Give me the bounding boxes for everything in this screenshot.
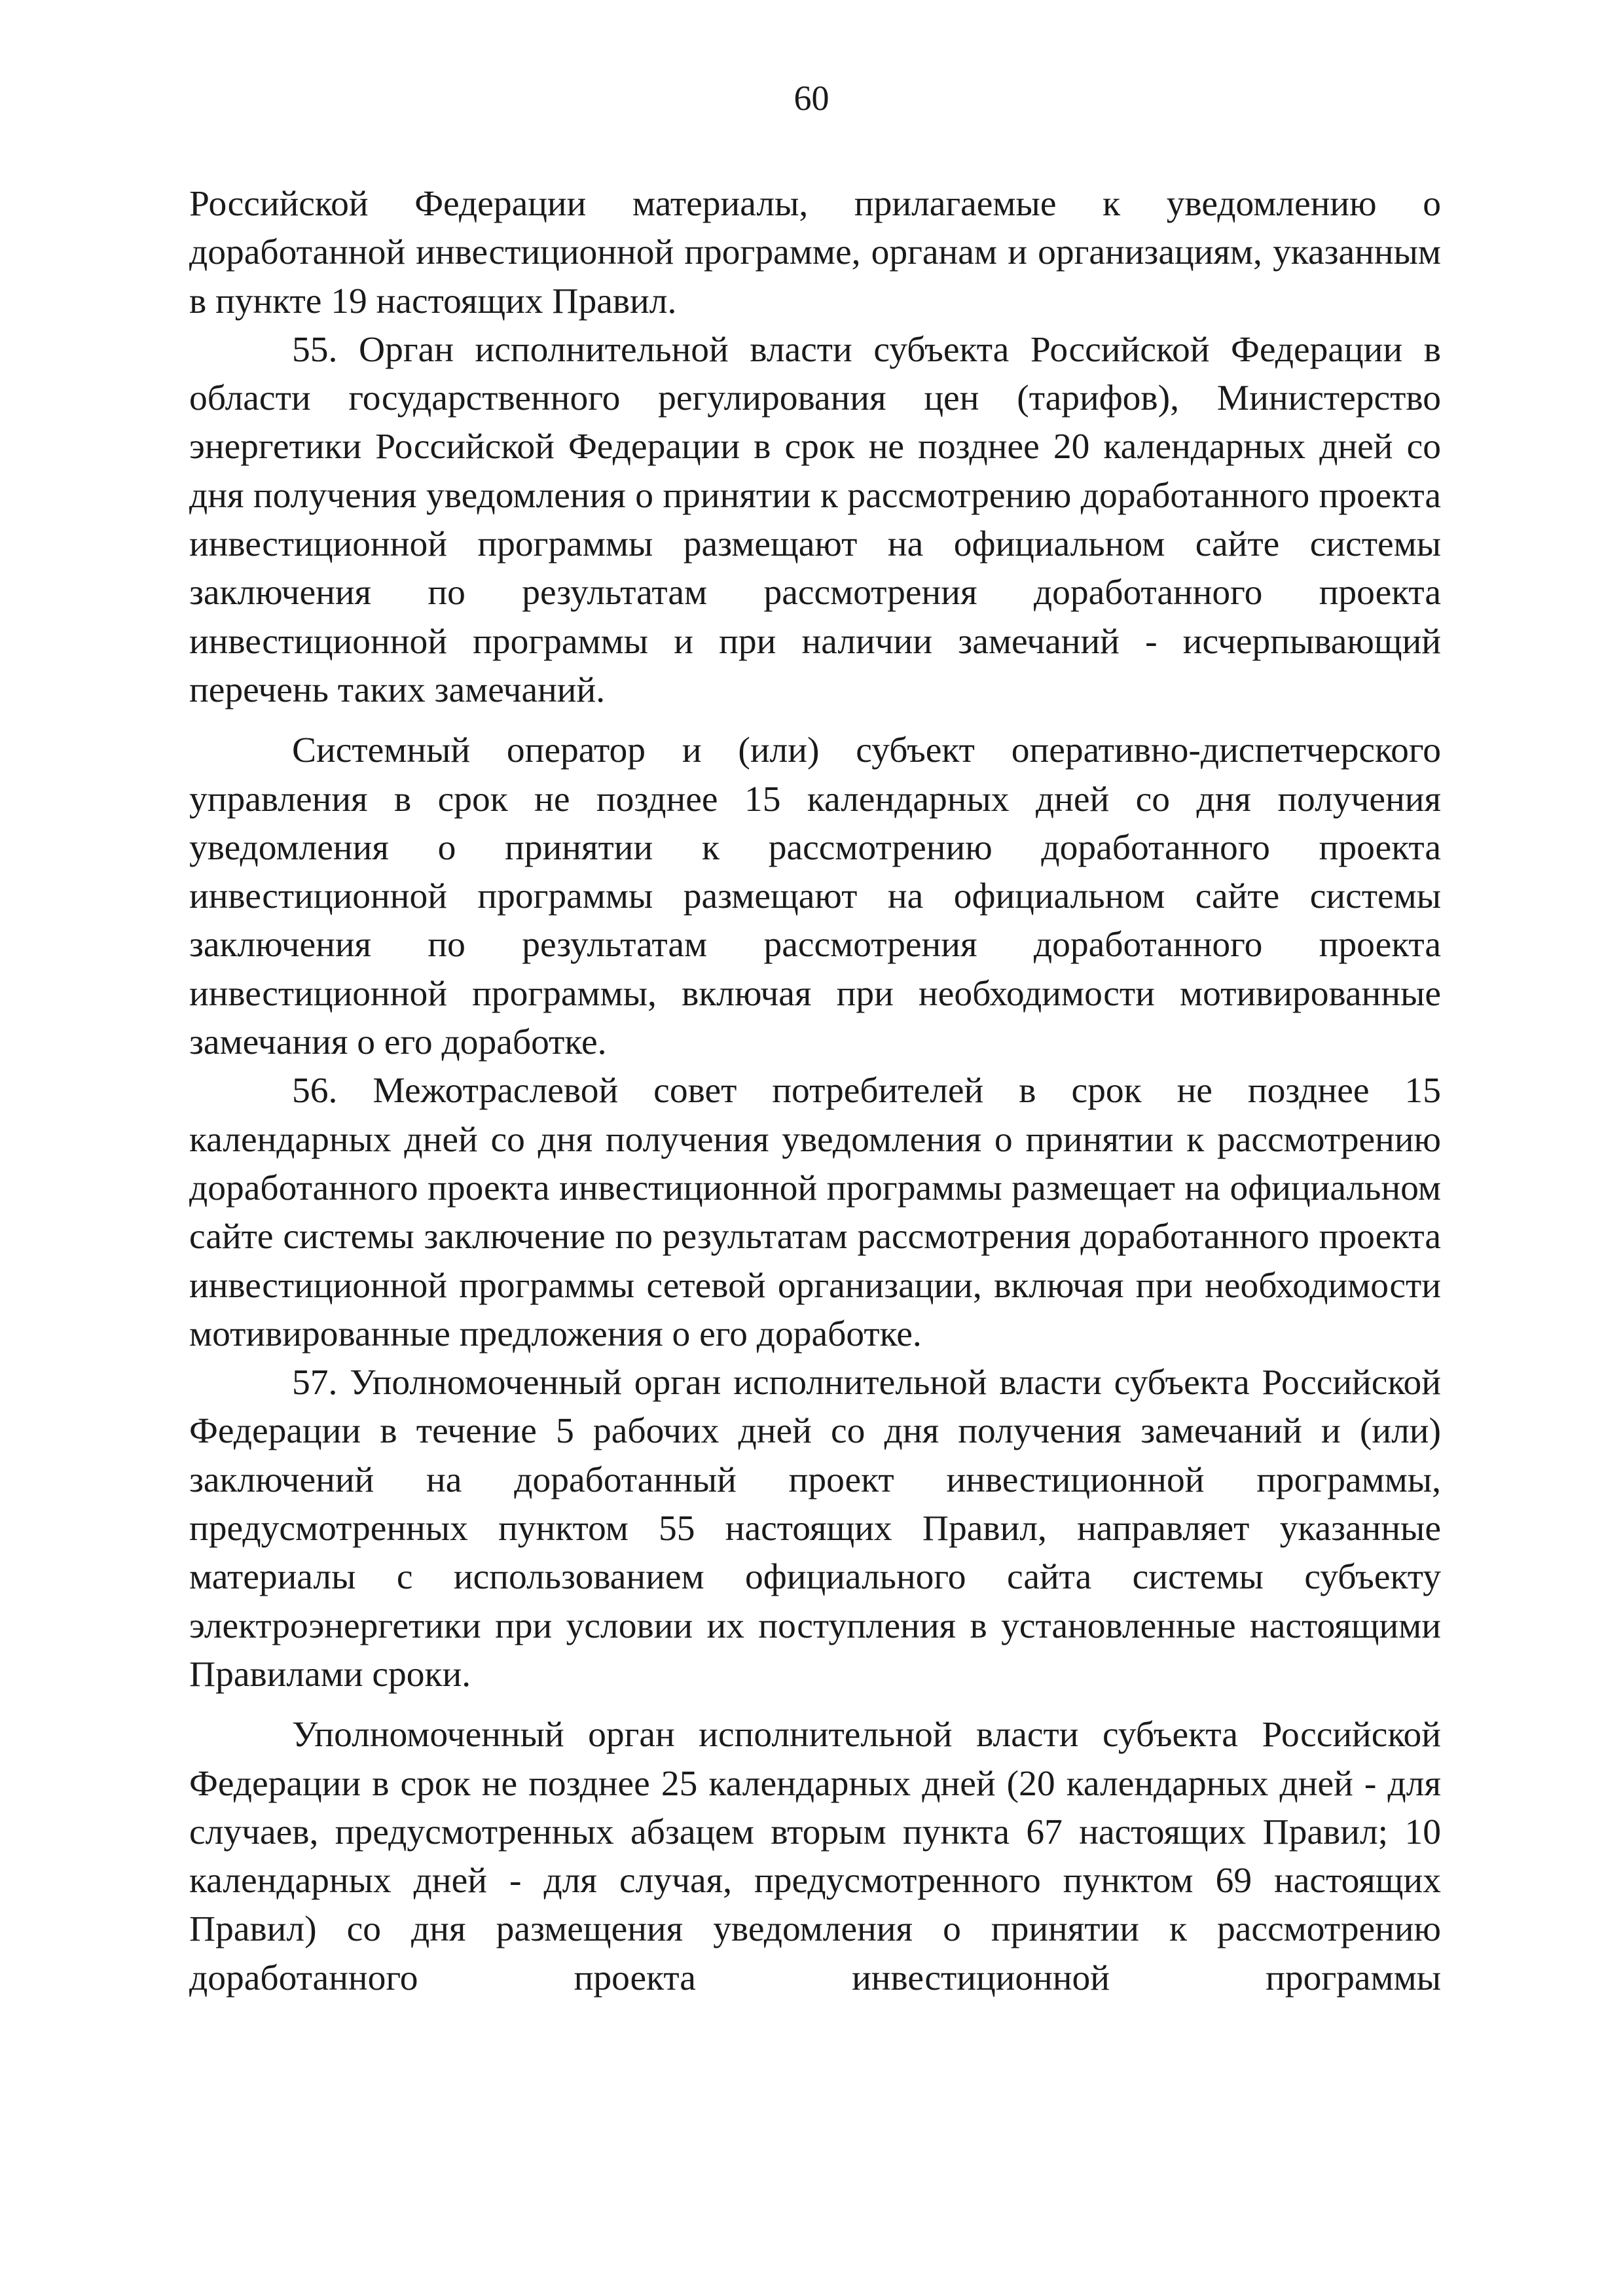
paragraph-clause-55: 55. Орган исполнительной власти субъекта Российской Федерации в области государственного регулирования цен (тарифов), Министерство энергетики Российской Федерации в срок не позднее 20 календарных дней со дня получения уведомления о принятии к рассмотрению доработанного проекта инвестиционной программы размещают на официальном сайте системы заключения по результатам рассмотрения доработанного проекта инвестиционной программы и при наличии замечаний - исчерпывающий перечень таких замечаний.	[189, 329, 1441, 710]
paragraph-continuation: Российской Федерации материалы, прилагаемые к уведомлению о доработанной инвестиционной программе, органам и организациям, указанным в пункте 19 настоящих Правил.	[189, 184, 1441, 321]
paragraph-system-operator: Системный оператор и (или) субъект оперативно-диспетчерского управления в срок не позднее 15 календарных дней со дня получения уведомления о принятии к рассмотрению доработанного проекта инвестиционной программы размещают на официальном сайте системы заключения по результатам рассмотрения доработанного проекта инвестиционной программы, включая при необходимости мотивированные замечания о его доработке.	[189, 730, 1441, 1063]
paragraph-clause-57: 57. Уполномоченный орган исполнительной власти субъекта Российской Федерации в течение 5 рабочих дней со дня получения замечаний и (или) заключений на доработанный проект инвестиционной программы, предусмотренных пунктом 55 настоящих Правил, направляет указанные материалы с использованием официального сайта системы субъекту электроэнергетики при условии их поступления в установленные настоящими Правилами сроки.	[189, 1363, 1441, 1695]
page-number: 60	[793, 79, 830, 118]
document-body	[189, 180, 1441, 2003]
paragraph-authorized-body: Уполномоченный орган исполнительной власти субъекта Российской Федерации в срок не позднее 25 календарных дней (20 календарных дней - для случаев, предусмотренных абзацем вторым пункта 67 настоящих Правил; 10 календарных дней - для случая, предусмотренного пунктом 69 настоящих Правил) со дня размещения уведомления о принятии к рассмотрению доработанного проекта инвестиционной программы	[189, 1715, 1441, 1998]
paragraph-clause-56: 56. Межотраслевой совет потребителей в срок не позднее 15 календарных дней со дня получения уведомления о принятии к рассмотрению доработанного проекта инвестиционной программы размещает на официальном сайте системы заключение по результатам рассмотрения доработанного проекта инвестиционной программы сетевой организации, включая при необходимости мотивированные предложения о его доработке.	[189, 1071, 1441, 1354]
